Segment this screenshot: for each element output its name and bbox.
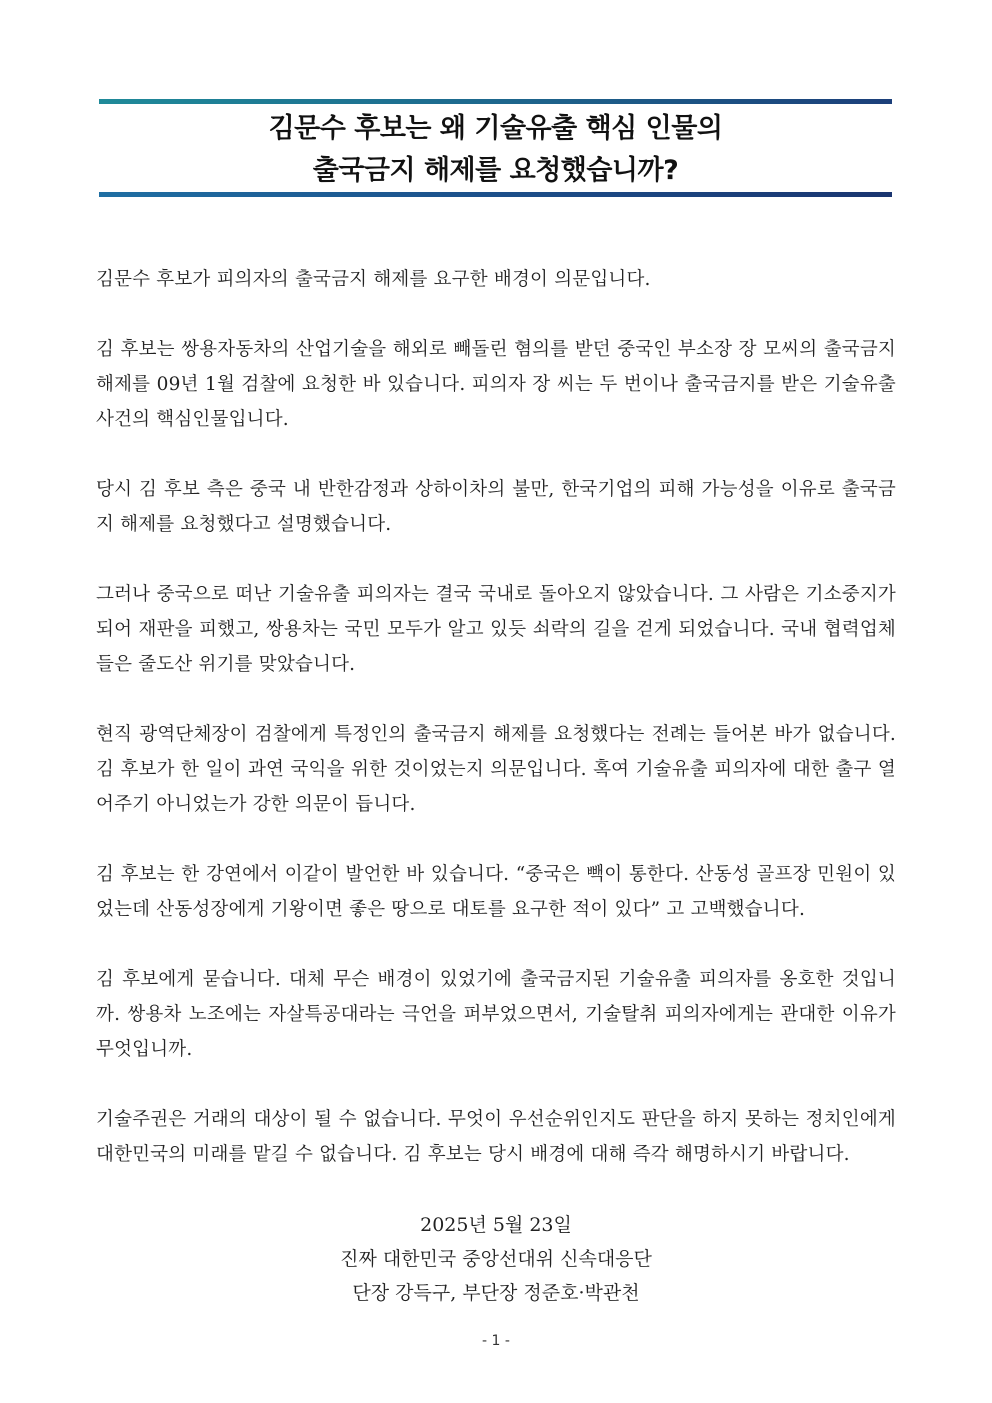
- title-line-1: 김문수 후보는 왜 기술유출 핵심 인물의: [268, 113, 723, 144]
- title-bottom-rule: [99, 192, 892, 197]
- paragraph-3: 당시 김 후보 측은 중국 내 반한감정과 상하이차의 불만, 한국기업의 피해 가능성을 이유로 출국금지 해제를 요청했다고 설명했습니다.: [96, 479, 896, 535]
- paragraph-7: 김 후보에게 묻습니다. 대체 무슨 배경이 있었기에 출국금지된 기술유출 피의자를 옹호한 것입니까. 쌍용차 노조에는 자살특공대라는 극언을 퍼부었으면서, 기술탈취 피의자에게는 관대한 이유가 무엇입니까.: [96, 969, 896, 1060]
- title-top-rule: [99, 99, 892, 104]
- paragraph-6: 김 후보는 한 강연에서 이같이 발언한 바 있습니다. “중국은 빽이 통한다. 산동성 골프장 민원이 있었는데 산동성장에게 기왕이면 좋은 땅으로 대토를 요구한 적이 있다” 고 고백했습니다.: [96, 864, 896, 920]
- document-body: [96, 262, 896, 1207]
- paragraph-8: 기술주권은 거래의 대상이 될 수 없습니다. 무엇이 우선순위인지도 판단을 하지 못하는 정치인에게 대한민국의 미래를 맡길 수 없습니다. 김 후보는 당시 배경에 대해 즉각 해명하시기 바랍니다.: [96, 1109, 896, 1165]
- issuing-organization: 진짜 대한민국 중앙선대위 신속대응단: [340, 1248, 652, 1270]
- paragraph-4: 그러나 중국으로 떠난 기술유출 피의자는 결국 국내로 돌아오지 않았습니다. 그 사람은 기소중지가 되어 재판을 피했고, 쌍용차는 국민 모두가 알고 있듯 쇠락의 길을 걷게 되었습니다. 국내 협력업체들은 줄도산 위기를 맞았습니다.: [96, 584, 896, 675]
- paragraph-1: 김문수 후보가 피의자의 출국금지 해제를 요구한 배경이 의문입니다.: [96, 269, 651, 290]
- title-line-2: 출국금지 해제를 요청했습니까?: [312, 155, 679, 186]
- organization-leaders: 단장 강득구, 부단장 정준호·박관천: [352, 1282, 640, 1304]
- document-date: 2025년 5월 23일: [420, 1214, 572, 1236]
- paragraph-5: 현직 광역단체장이 검찰에게 특정인의 출국금지 해제를 요청했다는 전례는 들어본 바가 없습니다. 김 후보가 한 일이 과연 국익을 위한 것이었는지 의문입니다. 혹여 기술유출 피의자에 대한 출구 열어주기 아니었는가 강한 의문이 듭니다.: [96, 724, 896, 815]
- page-number: - 1 -: [482, 1333, 510, 1349]
- signature-block: [96, 1208, 896, 1310]
- document-title: [99, 108, 892, 192]
- paragraph-2: 김 후보는 쌍용자동차의 산업기술을 해외로 빼돌린 혐의를 받던 중국인 부소장 장 모씨의 출국금지 해제를 09년 1월 검찰에 요청한 바 있습니다. 피의자 장 씨는 두 번이나 출국금지를 받은 기술유출 사건의 핵심인물입니다.: [96, 339, 896, 430]
